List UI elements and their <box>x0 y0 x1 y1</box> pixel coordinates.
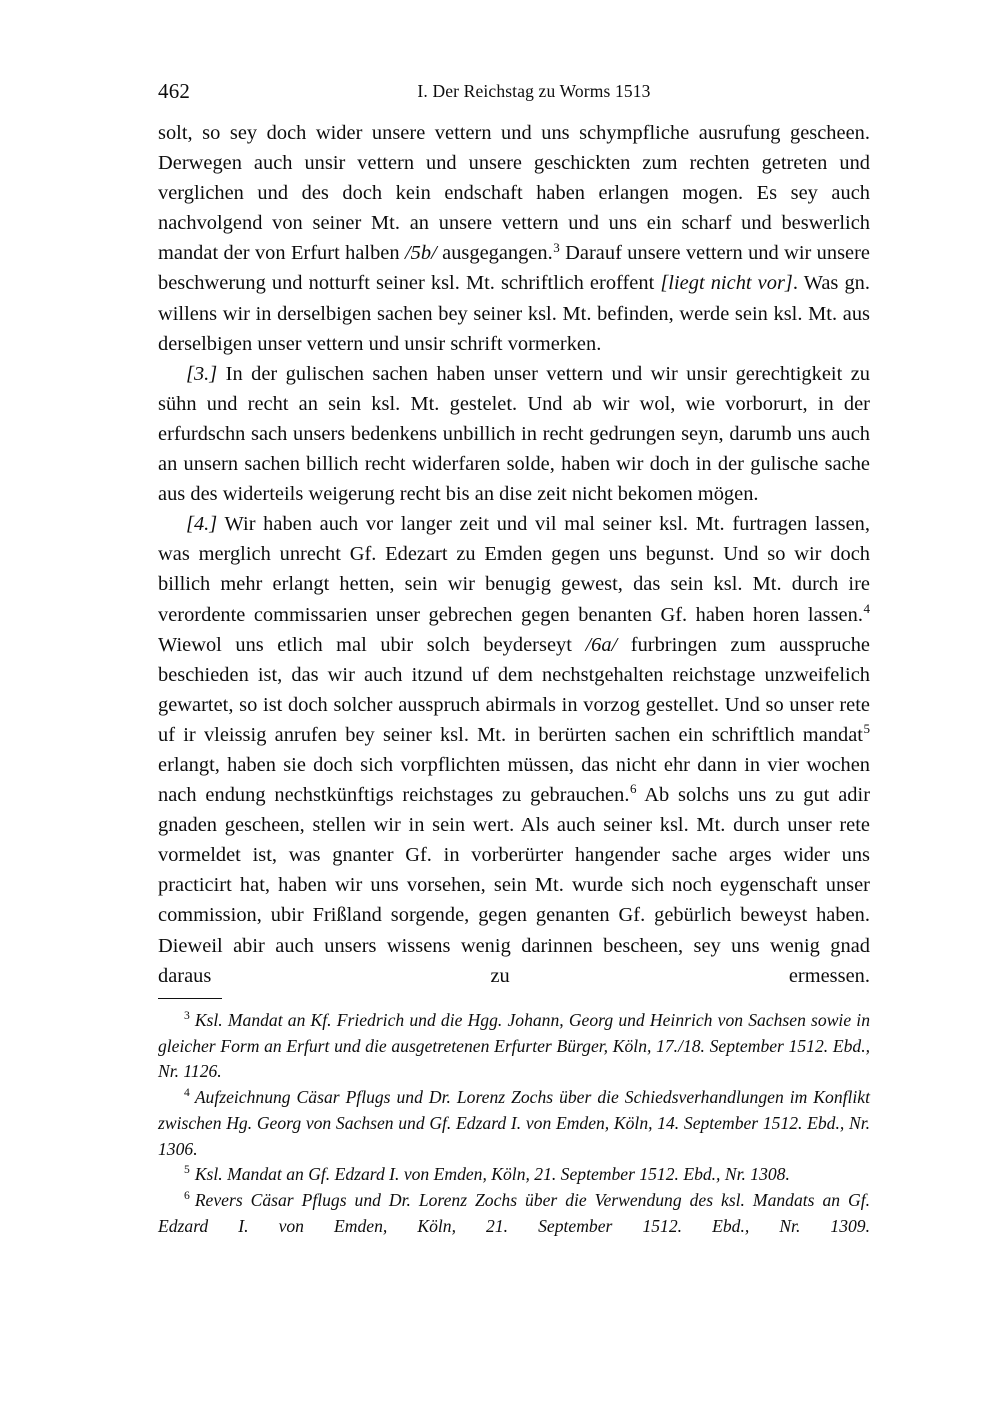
footnote-3 <box>158 1008 870 1085</box>
footnote-text: Aufzeichnung Cäsar Pflugs und Dr. Lorenz Zochs über die Schiedsverhandlungen im Konflikt zwischen Hg. Georg von Sachsen und Gf. Edzard I. von Emden, Köln, 14. September 1512. Ebd., Nr. 1306. <box>158 1087 870 1159</box>
footnote-text: Ksl. Mandat an Gf. Edzard I. von Emden, Köln, 21. September 1512. Ebd., Nr. 1308. <box>194 1164 790 1185</box>
italic-run: /5b/ <box>404 242 437 265</box>
footnote-reference-4[interactable]: 4 <box>863 600 870 616</box>
footnote-list <box>158 1008 870 1265</box>
footnote-text: Ksl. Mandat an Kf. Friedrich und die Hgg. Johann, Georg und Heinrich von Sachsen sowie in gleicher Form an Erfurt und die ausgetretenen Erfurter Bürger, Köln, 17./18. September 1512. Ebd., Nr. 1126. <box>158 1010 870 1082</box>
footnote-number-6[interactable]: 6 <box>184 1189 190 1203</box>
italic-run: /6a/ <box>585 633 618 656</box>
italic-run: [4.] <box>186 513 218 536</box>
italic-run: [liegt nicht vor] <box>660 272 793 295</box>
text-run: ausgegangen. <box>436 242 553 265</box>
footnote-area <box>158 998 870 1265</box>
para-continued <box>158 118 870 359</box>
text-run: . Was gn. willens wir in derselbigen sachen bey seiner ksl. Mt. befinden, werde sein ksl. Mt. aus derselbigen unser vettern und unsir schrift vormerken. <box>158 272 870 355</box>
body-text <box>158 118 870 1021</box>
footnote-reference-3[interactable]: 3 <box>553 239 560 255</box>
page-number: 462 <box>158 79 191 103</box>
text-run: Wir haben auch vor langer zeit und vil mal seiner ksl. Mt. furtragen lassen, was merglich unrecht Gf. Edezart zu Emden gegen uns begunst. Und so wir doch billich mehr erlangt hetten, sein wir benugig gewest, das sein ksl. Mt. durch ire verordente commissarien unser gebrechen gegen benanten Gf. haben horen lassen. <box>158 513 870 626</box>
footnote-number-4[interactable]: 4 <box>184 1086 190 1100</box>
footnote-text: Revers Cäsar Pflugs und Dr. Lorenz Zochs über die Verwendung des ksl. Mandats an Gf. Edzard I. von Emden, Köln, 21. September 1512. Ebd., Nr. 1309. <box>158 1189 870 1236</box>
footnote-reference-6[interactable]: 6 <box>629 781 637 797</box>
text-run: Ab solchs uns zu gut adir gnaden gescheen, stellen wir in sein wert. Als auch seiner ksl. Mt. durch unser rete vormeldet ist, was gnanter Gf. in vorberürter hangender sache arges wider uns practicirt hat, haben wir uns vorsehen, sein Mt. wurde sich noch eygenschaft unser commission, ubir Frißland sorgende, gegen genanten Gf. gebürlich beweyst haben. Dieweil abir auch unsers wissens wenig darinnen bescheen, sey uns wenig gnad daraus zu ermessen. <box>158 784 870 987</box>
footnote-reference-5[interactable]: 5 <box>863 721 870 737</box>
text-run: furbringen zum ausspruche beschieden ist, das wir auch itzund uf dem nechstgehalten reichstage unzweifelich gewartet, so ist doch solcher ausspruch abirmals in vorzog gestellet. Und so unser rete uf ir vleissig anrufen bey seiner ksl. Mt. in berürten sachen ein schriftlich mandat <box>158 633 870 746</box>
footnote-number-5[interactable]: 5 <box>184 1163 190 1177</box>
running-head <box>158 74 870 108</box>
footnote-5 <box>158 1162 870 1188</box>
text-run: erlangt, haben sie doch sich vorpflichten müssen, das nicht ehr dann in vier wochen nach endung nechstkünftigs reichstages zu gebrauchen. <box>158 753 870 807</box>
footnote-number-3[interactable]: 3 <box>184 1009 190 1023</box>
footnote-separator-rule <box>158 998 222 999</box>
footnote-6 <box>158 1188 870 1265</box>
text-run: Wiewol uns etlich mal ubir solch beyderseyt <box>158 633 586 656</box>
italic-run: [3.] <box>186 362 218 385</box>
text-run: In der gulischen sachen haben unser vettern und wir unsir gerechtigkeit zu sühn und recht an sein ksl. Mt. gestelet. Und ab wir wol, wie vorborurt, in der erfurdschn sach unsers bedenkens unbillich in recht gedrungen seyn, darumb uns auch an unsern sachen billich recht widerfaren solde, haben wir doch in der gulische sache aus des widerteils weigerung recht bis an dise zeit nicht bekomen mögen. <box>158 362 870 506</box>
page-content-column <box>158 0 870 1021</box>
text-run: Darauf unsere vettern und wir unsere beschwerung und notturft seiner ksl. Mt. schriftlich eroffent <box>158 242 871 295</box>
footnote-4 <box>158 1085 870 1162</box>
para-4 <box>158 509 870 1021</box>
para-3 <box>158 359 870 509</box>
running-title: I. Der Reichstag zu Worms 1513 <box>417 81 651 101</box>
text-run: solt, so sey doch wider unsere vettern und uns schympfliche ausrufung gescheen. Derwegen auch unsir vettern und unsere geschickten zum rechten getreten und verglichen und des doch kein endschaft haben erlangen mogen. Es sey auch nachvolgend von seiner Mt. an unsere vettern und uns ein scharf und beswerlich mandat der von Erfurt halben <box>158 122 870 265</box>
